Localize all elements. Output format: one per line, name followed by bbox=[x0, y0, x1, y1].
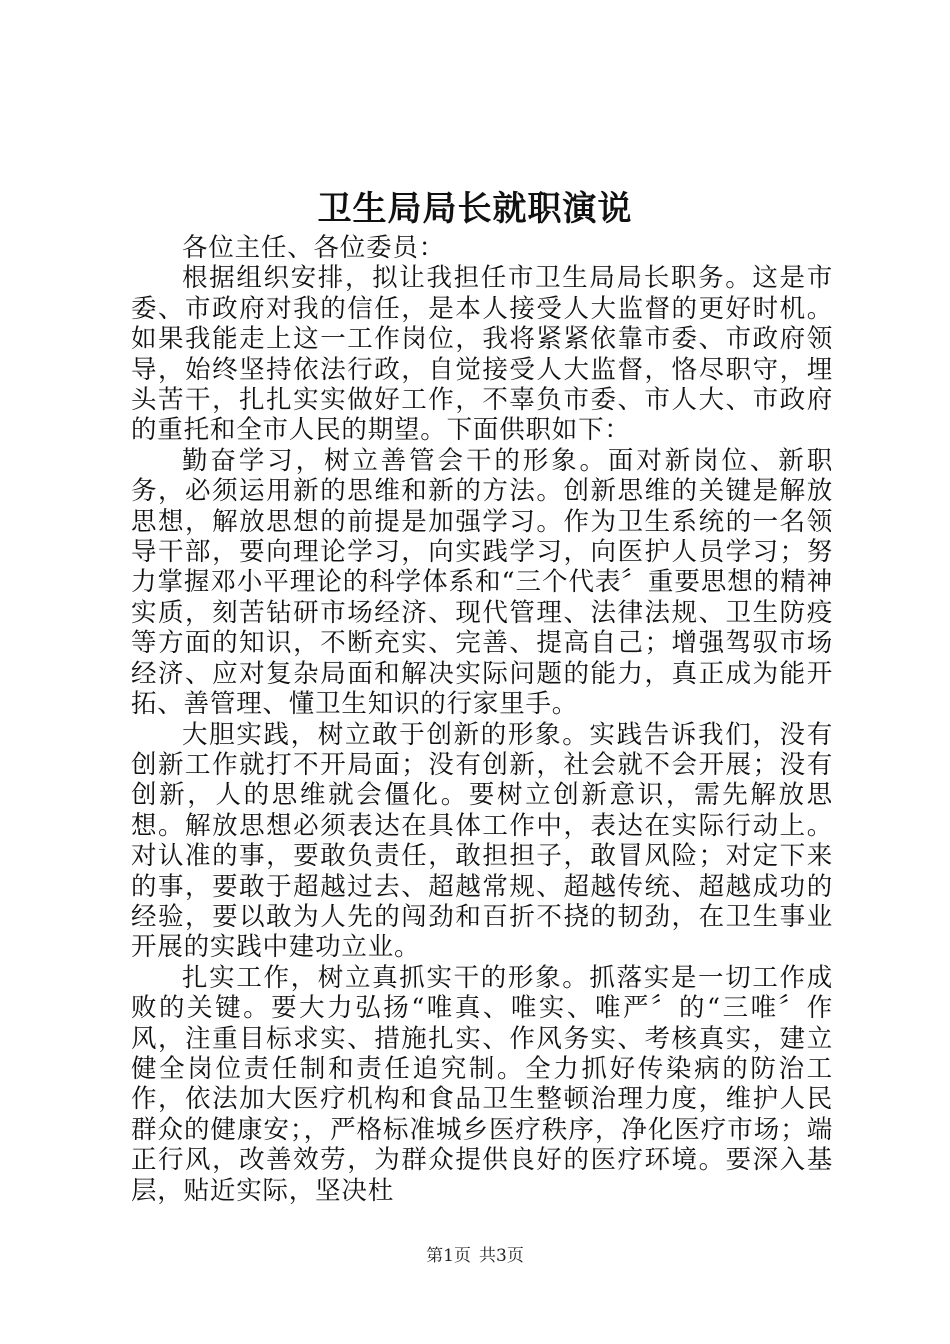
intro-paragraph: 根据组织安排，拟让我担任市卫生局局长职务。这是市委、市政府对我的信任，是本人接受人大监督的更好时机。如果我能走上这一工作岗位，我将紧紧依靠市委、市政府领导，始终坚持依法行政，自觉接受人大监督，恪尽职守，埋头苦干，扎扎实实做好工作，不辜负市委、市人大、市政府的重托和全市人民的期望。下面供职如下： bbox=[131, 263, 833, 446]
document-body bbox=[131, 233, 833, 1206]
study-paragraph: 勤奋学习，树立善管会干的形象。面对新岗位、新职务，必须运用新的思维和新的方法。创新思维的关键是解放思想，解放思想的前提是加强学习。作为卫生系统的一名领导干部，要向理论学习，向实践学习，向医护人员学习；努力掌握邓小平理论的科学体系和“三个代表〞重要思想的精神实质，刻苦钻研市场经济、现代管理、法律法规、卫生防疫等方面的知识，不断充实、完善、提高自己；增强驾驭市场经济、应对复杂局面和解决实际问题的能力，真正成为能开拓、善管理、懂卫生知识的行家里手。 bbox=[131, 445, 833, 720]
page-total: 共3页 bbox=[479, 1246, 524, 1266]
page-number: 第1页 bbox=[426, 1246, 471, 1266]
work-paragraph: 扎实工作，树立真抓实干的形象。抓落实是一切工作成败的关键。要大力弘扬“唯真、唯实、唯严〞的“三唯〞作风，注重目标求实、措施扎实、作风务实、考核真实，建立健全岗位责任制和责任追究制。全力抓好传染病的防治工作，依法加大医疗机构和食品卫生整顿治理力度，维护人民群众的健康安；，严格标准城乡医疗秩序，净化医疗市场；端正行风，改善效劳，为群众提供良好的医疗环境。要深入基层，贴近实际，坚决杜 bbox=[131, 962, 833, 1206]
practice-paragraph: 大胆实践，树立敢于创新的形象。实践告诉我们，没有创新工作就打不开局面；没有创新，社会就不会开展；没有创新，人的思维就会僵化。要树立创新意识，需先解放思想。解放思想必须表达在具体工作中，表达在实际行动上。对认准的事，要敢负责任，敢担担子，敢冒风险；对定下来的事，要敢于超越过去、超越常规、超越传统、超越成功的经验，要以敢为人先的闯劲和百折不挠的韧劲，在卫生事业开展的实践中建功立业。 bbox=[131, 719, 833, 963]
salutation-paragraph: 各位主任、各位委员： bbox=[182, 233, 446, 263]
document-title: 卫生局局长就职演说 bbox=[317, 189, 633, 229]
page-footer bbox=[0, 1244, 950, 1268]
